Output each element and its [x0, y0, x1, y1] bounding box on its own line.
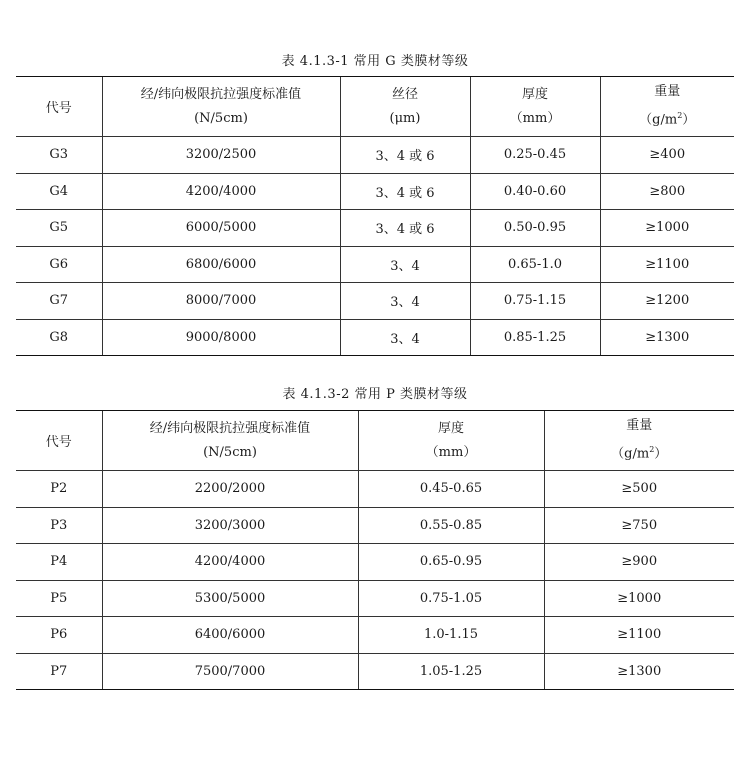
table-cell: 1.0-1.15	[358, 617, 544, 654]
table2-header-row	[16, 411, 734, 471]
table-cell: 3、4	[340, 319, 470, 356]
table-cell: 3、4	[340, 283, 470, 320]
table-cell: 0.85-1.25	[470, 319, 600, 356]
table-cell: 0.45-0.65	[358, 471, 544, 508]
g-class-membrane-table	[16, 76, 734, 356]
table-cell: 6400/6000	[102, 617, 358, 654]
table-cell: 0.50-0.95	[470, 210, 600, 247]
table-cell: 0.55-0.85	[358, 507, 544, 544]
table-cell: ≥1200	[600, 283, 734, 320]
table-cell: 6000/5000	[102, 210, 340, 247]
header-weight: 重量 $(g/m^2)$	[544, 411, 734, 471]
table-cell: 1.05-1.25	[358, 653, 544, 690]
table-cell: ≥1100	[600, 246, 734, 283]
table-cell: 0.65-0.95	[358, 544, 544, 581]
table-row	[16, 617, 734, 654]
table-row	[16, 580, 734, 617]
table1-caption: 表 4.1.3-1 常用 G 类膜材等级	[281, 54, 469, 69]
header-yarn-diameter: 丝径 (μm)	[340, 77, 470, 137]
p-class-membrane-table	[16, 410, 734, 690]
table-cell: 5300/5000	[102, 580, 358, 617]
table-cell: G3	[16, 137, 102, 174]
table-cell: 3、4 或 6	[340, 137, 470, 174]
table-cell: P6	[16, 617, 102, 654]
table-cell: G4	[16, 173, 102, 210]
table-cell: G8	[16, 319, 102, 356]
header-thickness: 厚度 （mm）	[358, 411, 544, 471]
table-cell: ≥1000	[544, 580, 734, 617]
table-cell: 3、4 或 6	[340, 210, 470, 247]
table-row	[16, 319, 734, 356]
table-cell: 8000/7000	[102, 283, 340, 320]
table-cell: 0.40-0.60	[470, 173, 600, 210]
table-row	[16, 653, 734, 690]
table-cell: 7500/7000	[102, 653, 358, 690]
table-cell: ≥500	[544, 471, 734, 508]
table-cell: ≥800	[600, 173, 734, 210]
table-cell: G6	[16, 246, 102, 283]
table-row	[16, 246, 734, 283]
table-cell: G5	[16, 210, 102, 247]
table2-caption: 表 4.1.3-2 常用 P 类膜材等级	[282, 387, 468, 402]
table-cell: 0.75-1.05	[358, 580, 544, 617]
header-weight: 重量 $(g/m^2)$	[600, 77, 734, 137]
table-row	[16, 507, 734, 544]
table-cell: ≥1000	[600, 210, 734, 247]
table-row	[16, 544, 734, 581]
table-cell: ≥1300	[600, 319, 734, 356]
table-cell: 4200/4000	[102, 544, 358, 581]
table-cell: ≥1100	[544, 617, 734, 654]
header-code: 代号	[16, 411, 102, 471]
table-cell: P3	[16, 507, 102, 544]
header-thickness: 厚度 （mm）	[470, 77, 600, 137]
table-cell: P2	[16, 471, 102, 508]
table-row	[16, 210, 734, 247]
table-cell: 3200/2500	[102, 137, 340, 174]
table-cell: 0.75-1.15	[470, 283, 600, 320]
table-cell: P7	[16, 653, 102, 690]
table-cell: 0.65-1.0	[470, 246, 600, 283]
table-row	[16, 283, 734, 320]
table-cell: ≥400	[600, 137, 734, 174]
table-cell: G7	[16, 283, 102, 320]
table-cell: P4	[16, 544, 102, 581]
table-row	[16, 173, 734, 210]
table-cell: 3200/3000	[102, 507, 358, 544]
table-cell: 4200/4000	[102, 173, 340, 210]
header-tensile-strength: 经/纬向极限抗拉强度标准值 (N/5cm)	[102, 411, 358, 471]
table-cell: ≥750	[544, 507, 734, 544]
table-cell: P5	[16, 580, 102, 617]
table-cell: 3、4 或 6	[340, 173, 470, 210]
table-cell: ≥900	[544, 544, 734, 581]
header-tensile-strength: 经/纬向极限抗拉强度标准值 (N/5cm)	[102, 77, 340, 137]
table-cell: ≥1300	[544, 653, 734, 690]
table1-header-row	[16, 77, 734, 137]
header-code: 代号	[16, 77, 102, 137]
table-cell: 2200/2000	[102, 471, 358, 508]
table-row	[16, 137, 734, 174]
table-cell: 0.25-0.45	[470, 137, 600, 174]
table-row	[16, 471, 734, 508]
table-cell: 3、4	[340, 246, 470, 283]
table-cell: 9000/8000	[102, 319, 340, 356]
table-cell: 6800/6000	[102, 246, 340, 283]
